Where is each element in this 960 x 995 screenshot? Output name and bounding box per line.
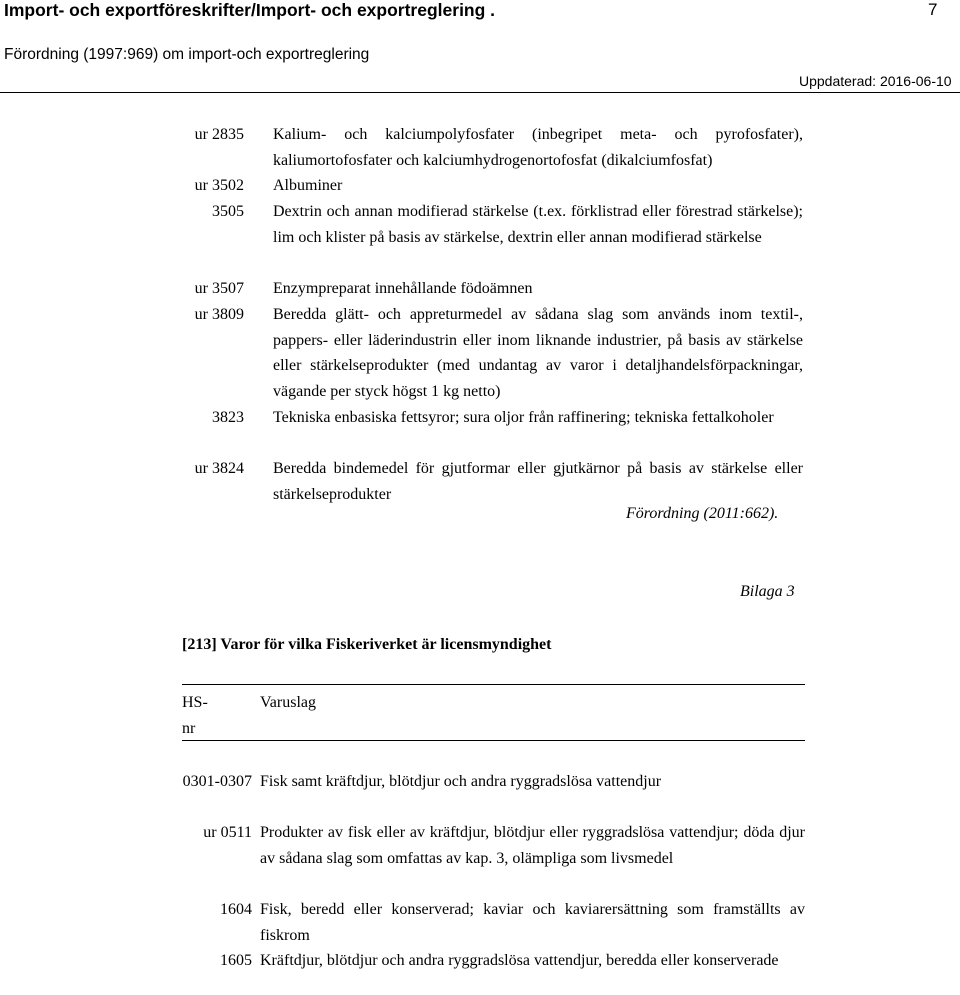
item-description: Beredda bindemedel för gjutformar eller gjutkärnor på basis av stärkelse eller stärkelseprodukter: [273, 460, 803, 503]
footnote-reference: Förordning (2011:662).: [626, 505, 779, 522]
page-number: 7: [928, 0, 938, 19]
hs-code: 3823: [212, 409, 244, 426]
hs-code: 1604: [220, 901, 252, 918]
hs-code: 1605: [220, 952, 252, 969]
item-description: Fisk samt kräftdjur, blötdjur och andra ryggradslösa vattendjur: [260, 773, 662, 790]
document-subtitle: Förordning (1997:969) om import-och exportreglering: [4, 46, 370, 63]
item-description: Produkter av fisk eller av kräftdjur, blötdjur eller ryggradslösa vattendjur; döda djur av sådana slag som omfattas av kap. 3, olämpliga som livsmedel: [260, 824, 805, 867]
item-description: Fisk, beredd eller konserverad; kaviar och kaviarersättning som framställts av fiskrom: [260, 901, 805, 944]
hs-code: ur 3809: [194, 306, 244, 323]
hs-code: 3505: [212, 203, 244, 220]
hs-code: 0301-0307: [182, 773, 252, 790]
hs-code: ur 2835: [194, 126, 244, 143]
item-description: Dextrin och annan modifierad stärkelse (t.ex. förklistrad eller förestrad stärkelse); lim och klister på basis av stärkelse, dextrin eller annan modifierad stärkelse: [273, 203, 803, 246]
hs-code: ur 0511: [203, 824, 252, 841]
item-description: Kalium- och kalciumpolyfosfater (inbegripet meta- och pyrofosfater), kaliumortofosfater och kalciumhydrogenortofosfat (dikalciumfosfat): [273, 126, 803, 169]
table-header-rule: [182, 740, 805, 741]
item-description: Enzympreparat innehållande födoämnen: [273, 280, 533, 297]
column-header-hs-nr: HS-nr: [182, 694, 208, 737]
item-description: Beredda glätt- och appreturmedel av sådana slag som används inom textil-, pappers- eller läderindustrin eller inom liknande industrier, på basis av stärkelse eller stärkelseprodukter (med undantag av varor i detaljhandelsförpackningar, vägande per styck högst 1 kg netto): [273, 306, 803, 400]
section-title: [213] Varor för vilka Fiskeriverket är licensmyndighet: [182, 636, 552, 653]
document-title: Import- och exportföreskrifter/Import- och exportreglering .: [4, 0, 496, 20]
column-header-varuslag: Varuslag: [260, 694, 316, 711]
item-description: Albuminer: [273, 177, 343, 194]
hs-code: ur 3502: [194, 177, 244, 194]
table-top-rule: [182, 684, 805, 685]
item-description: Kräftdjur, blötdjur och andra ryggradslösa vattendjur, beredda eller konserverade: [260, 952, 779, 969]
updated-date: Uppdaterad: 2016-06-10: [799, 73, 952, 89]
hs-code: ur 3824: [194, 460, 244, 477]
appendix-label: Bilaga 3: [740, 583, 795, 600]
item-description: Tekniska enbasiska fettsyror; sura oljor från raffinering; tekniska fettalkoholer: [273, 409, 774, 426]
header-divider: [0, 92, 960, 93]
hs-code: ur 3507: [194, 280, 244, 297]
